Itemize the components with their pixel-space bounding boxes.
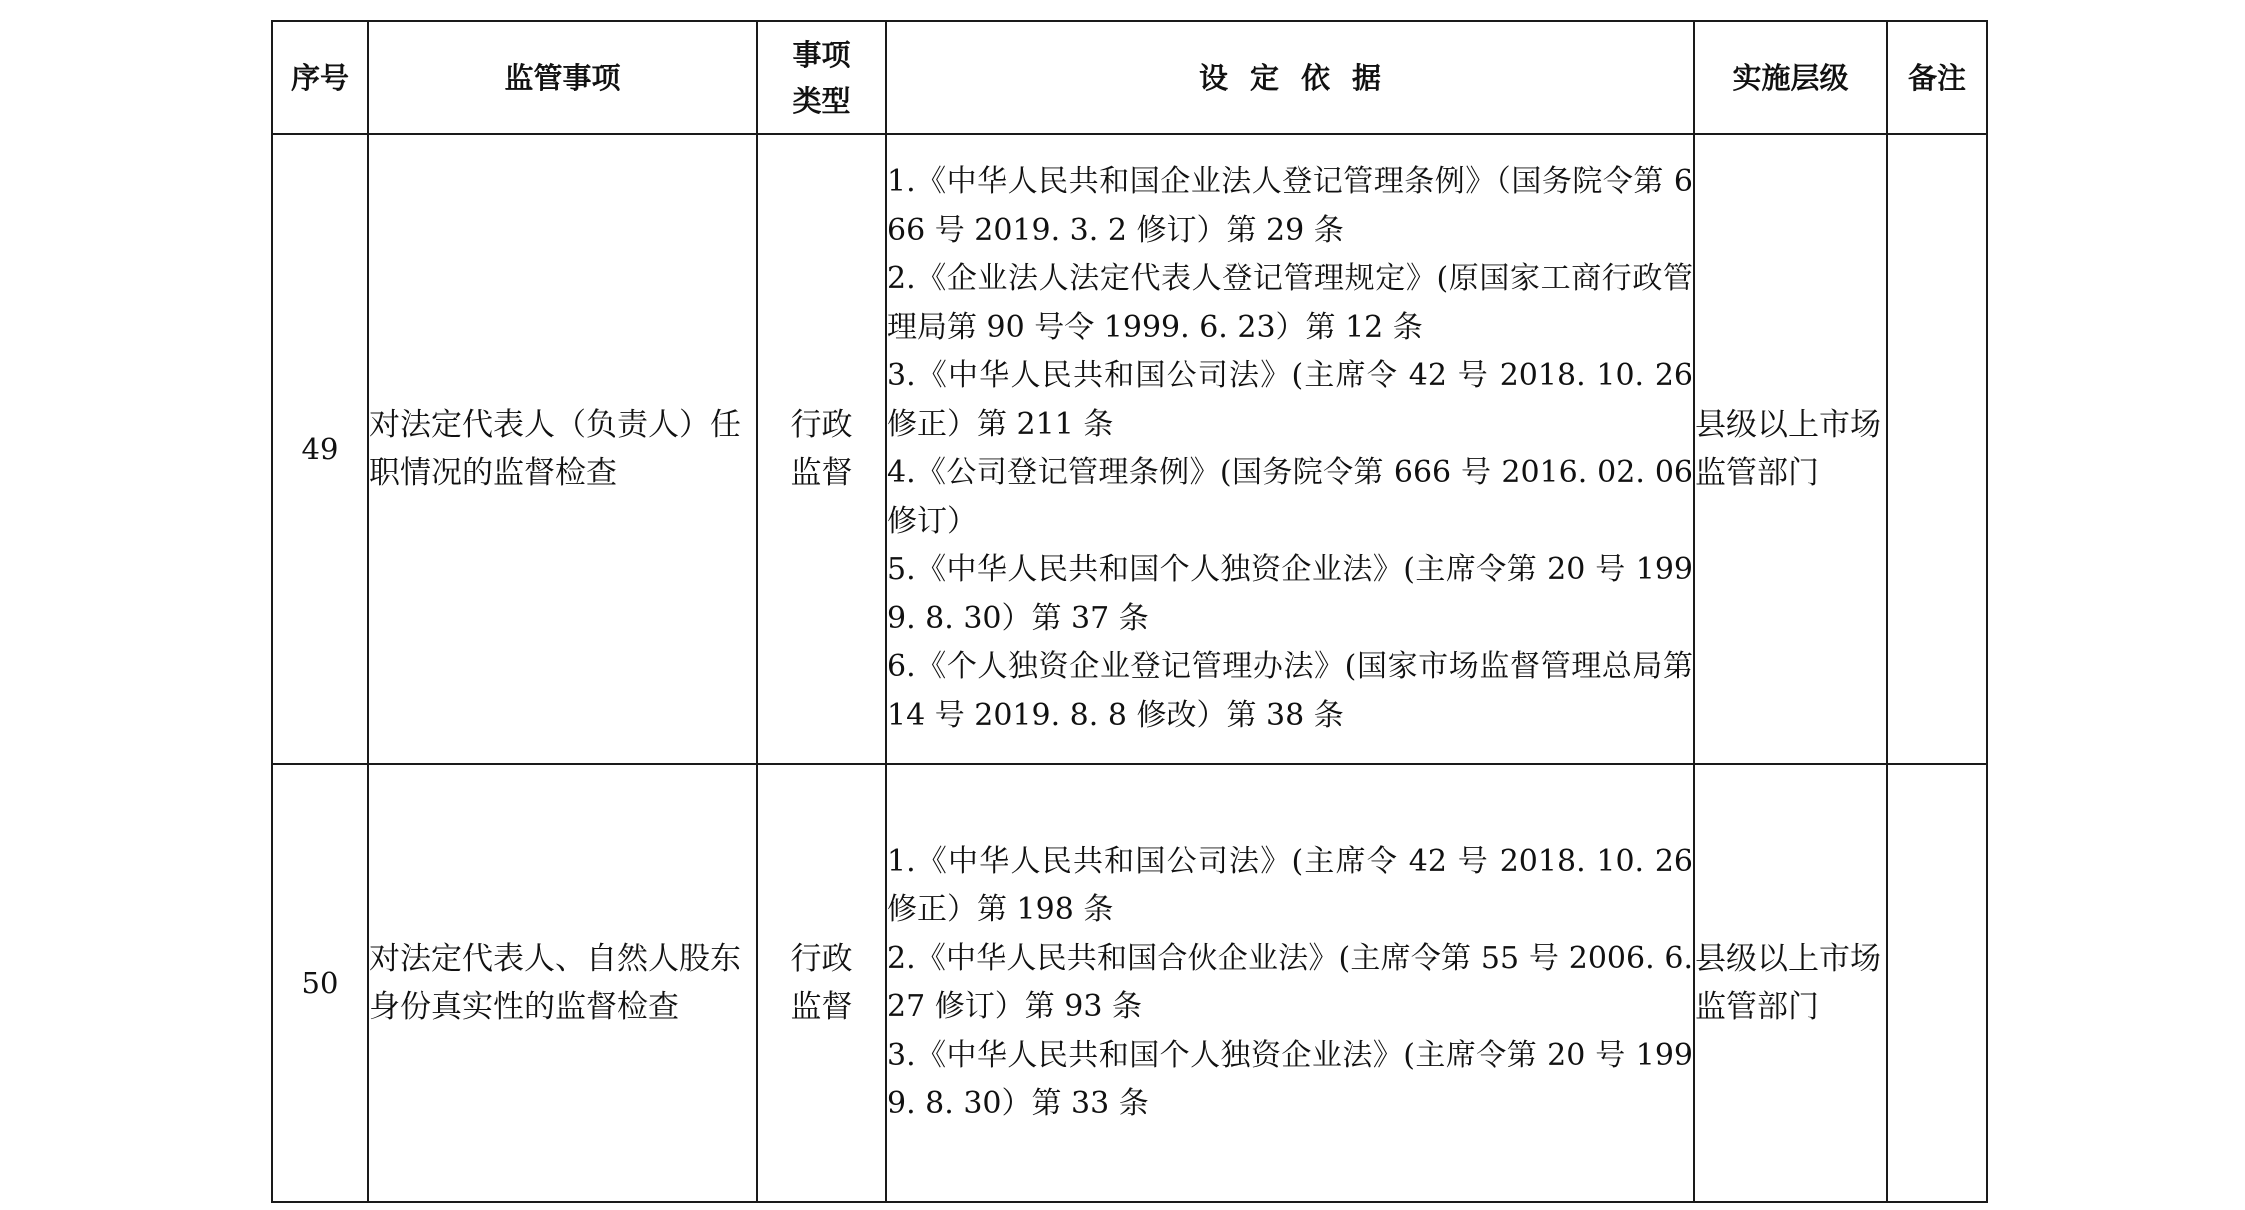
implementation-level: 县级以上市场监管部门 bbox=[1694, 134, 1887, 764]
remark bbox=[1887, 134, 1987, 764]
basis-entry: 2.《中华人民共和国合伙企业法》(主席令第 55 号 2006. 6. 27 修订）第 93 条 bbox=[887, 940, 1693, 1024]
header-type-line1: 事项 bbox=[792, 37, 851, 72]
header-type bbox=[757, 21, 886, 134]
item-type bbox=[757, 764, 886, 1202]
supervision-items-table bbox=[271, 20, 1988, 1203]
basis-entry: 6.《个人独资企业登记管理办法》(国家市场监督管理总局第 14 号 2019. 8. 8 修改）第 38 条 bbox=[887, 649, 1693, 733]
header-item: 监管事项 bbox=[368, 21, 757, 134]
row-number: 50 bbox=[272, 764, 368, 1202]
basis-entry: 1.《中华人民共和国公司法》(主席令 42 号 2018. 10. 26 修正）第 198 条 bbox=[887, 843, 1693, 927]
item-type-line1: 行政 bbox=[790, 941, 853, 977]
item-type bbox=[757, 134, 886, 764]
header-basis bbox=[886, 21, 1694, 134]
header-no: 序号 bbox=[272, 21, 368, 134]
supervision-item: 对法定代表人、自然人股东身份真实性的监督检查 bbox=[368, 764, 757, 1202]
basis-entry: 2.《企业法人法定代表人登记管理规定》(原国家工商行政管理局第 90 号令 1999. 6. 23）第 12 条 bbox=[887, 261, 1693, 345]
legal-basis bbox=[886, 134, 1694, 764]
implementation-level: 县级以上市场监管部门 bbox=[1694, 764, 1887, 1202]
basis-entry: 3.《中华人民共和国公司法》(主席令 42 号 2018. 10. 26 修正）第 211 条 bbox=[887, 358, 1693, 442]
header-type-line2: 类型 bbox=[792, 83, 851, 118]
remark bbox=[1887, 764, 1987, 1202]
item-type-line2: 监督 bbox=[790, 989, 853, 1025]
header-remark: 备注 bbox=[1887, 21, 1987, 134]
item-type-line2: 监督 bbox=[790, 455, 853, 491]
legal-basis bbox=[886, 764, 1694, 1202]
item-type-line1: 行政 bbox=[790, 407, 853, 443]
table-header-row bbox=[272, 21, 1987, 134]
header-basis-label: 设定依据 bbox=[1198, 60, 1403, 95]
table-row bbox=[272, 134, 1987, 764]
header-level: 实施层级 bbox=[1694, 21, 1887, 134]
basis-entry: 4.《公司登记管理条例》(国务院令第 666 号 2016. 02. 06 修订） bbox=[887, 455, 1693, 539]
basis-entry: 3.《中华人民共和国个人独资企业法》(主席令第 20 号 1999. 8. 30）第 33 条 bbox=[887, 1037, 1693, 1121]
basis-entry: 5.《中华人民共和国个人独资企业法》(主席令第 20 号 1999. 8. 30）第 37 条 bbox=[887, 552, 1693, 636]
supervision-item: 对法定代表人（负责人）任职情况的监督检查 bbox=[368, 134, 757, 764]
table-row bbox=[272, 764, 1987, 1202]
basis-entry: 1.《中华人民共和国企业法人登记管理条例》（国务院令第 666 号 2019. 3. 2 修订）第 29 条 bbox=[887, 164, 1693, 248]
row-number: 49 bbox=[272, 134, 368, 764]
